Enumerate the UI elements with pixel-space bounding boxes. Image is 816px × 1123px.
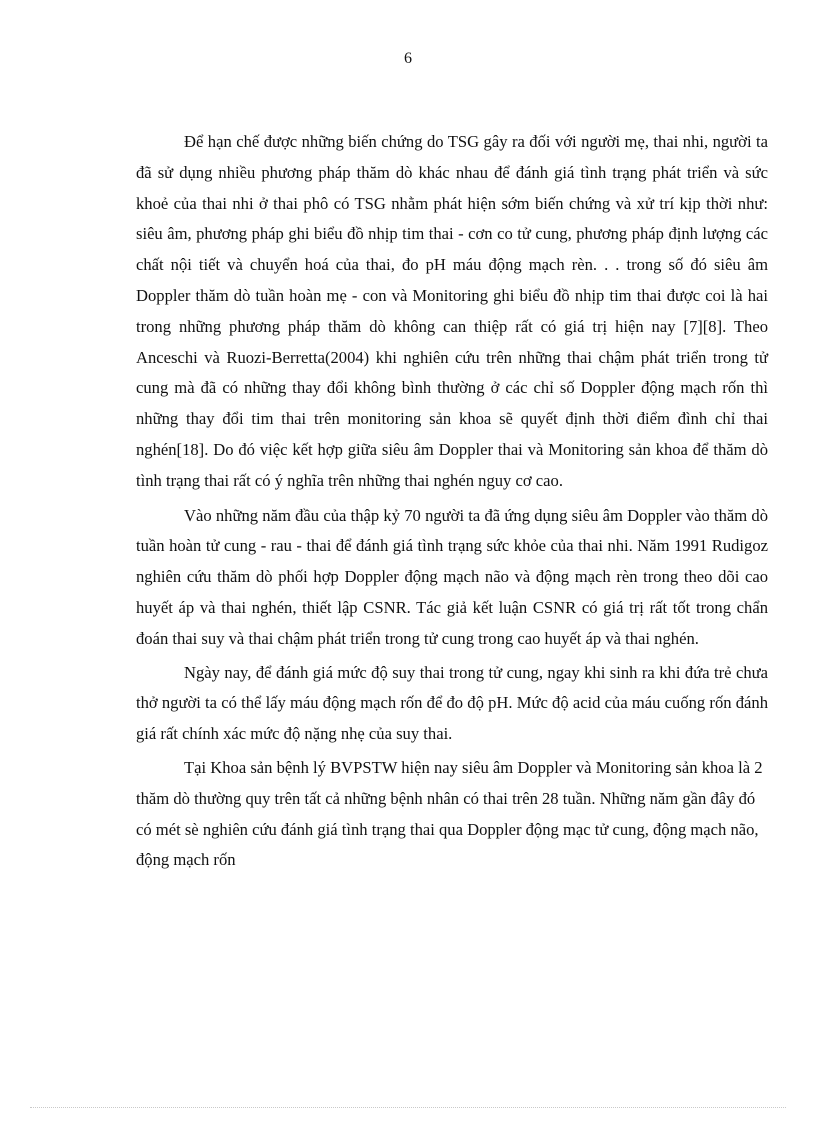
paragraph-1: Để hạn chế được những biến chứng do TSG gây ra đối với người mẹ, thai nhi, người ta đã sử dụng nhiều phương pháp thăm dò khác nhau để đánh giá tình trạng phát triển và sức khoẻ của thai nhi ở thai phô có TSG nhằm phát hiện sớm biến chứng và xử trí kịp thời như: siêu âm, phương pháp ghi biểu đồ nhịp tim thai - cơn co tử cung, phương pháp định lượng các chất nội tiết và chuyển hoá của thai, đo pH máu động mạch rèn. . . trong số đó siêu âm Doppler thăm dò tuần hoàn mẹ - con và Monitoring ghi biểu đồ nhịp tim thai được coi là hai trong những phương pháp thăm dò không can thiệp rất có giá trị hiện nay [7][8]. Theo Anceschi và Ruozi-Berretta(2004) khi nghiên cứu trên những thai chậm phát triển trong tử cung mà đã có những thay đổi không bình thường ở các chỉ số Doppler động mạch rốn thì những thay đổi tim thai trên monitoring sản khoa sẽ quyết định thời điểm đình chỉ thai nghén[18]. Do đó việc kết hợp giữa siêu âm Doppler thai và Monitoring sản khoa để thăm dò tình trạng thai rất có ý nghĩa trên những thai nghén nguy cơ cao.	[136, 132, 768, 490]
body-text	[136, 127, 768, 876]
paragraph-4: Tại Khoa sản bệnh lý BVPSTW hiện nay siêu âm Doppler và Monitoring sản khoa là 2 thăm dò thường quy trên tất cả những bệnh nhân có thai trên 28 tuần. Những năm gần đây đó có mét sè nghiên cứu đánh giá tình trạng thai qua Doppler động mạc tử cung, động mạch não, động mạch rốn	[136, 757, 763, 870]
paragraph-2: Vào những năm đầu của thập kỷ 70 người ta đã ứng dụng siêu âm Doppler vào thăm dò tuần hoàn tử cung - rau - thai để đánh giá tình trạng sức khỏe của thai nhi. Năm 1991 Rudigoz nghiên cứu thăm dò phối hợp Doppler động mạch não và động mạch rèn trong theo dõi cao huyết áp và thai nghén, thiết lập CSNR. Tác giả kết luận CSNR có giá trị rất tốt trong chẩn đoán thai suy và thai chậm phát triển trong tử cung trong cao huyết áp và thai nghén.	[136, 505, 768, 648]
page-number: 6	[404, 50, 412, 67]
paragraph-3: Ngày nay, để đánh giá mức độ suy thai trong tử cung, ngay khi sinh ra khi đứa trẻ chưa thở người ta có thể lấy máu động mạch rốn để đo độ pH. Mức độ acid của máu cuống rốn đánh giá rất chính xác mức độ nặng nhẹ của suy thai.	[136, 662, 768, 744]
footer-dotted-rule	[30, 1107, 786, 1108]
